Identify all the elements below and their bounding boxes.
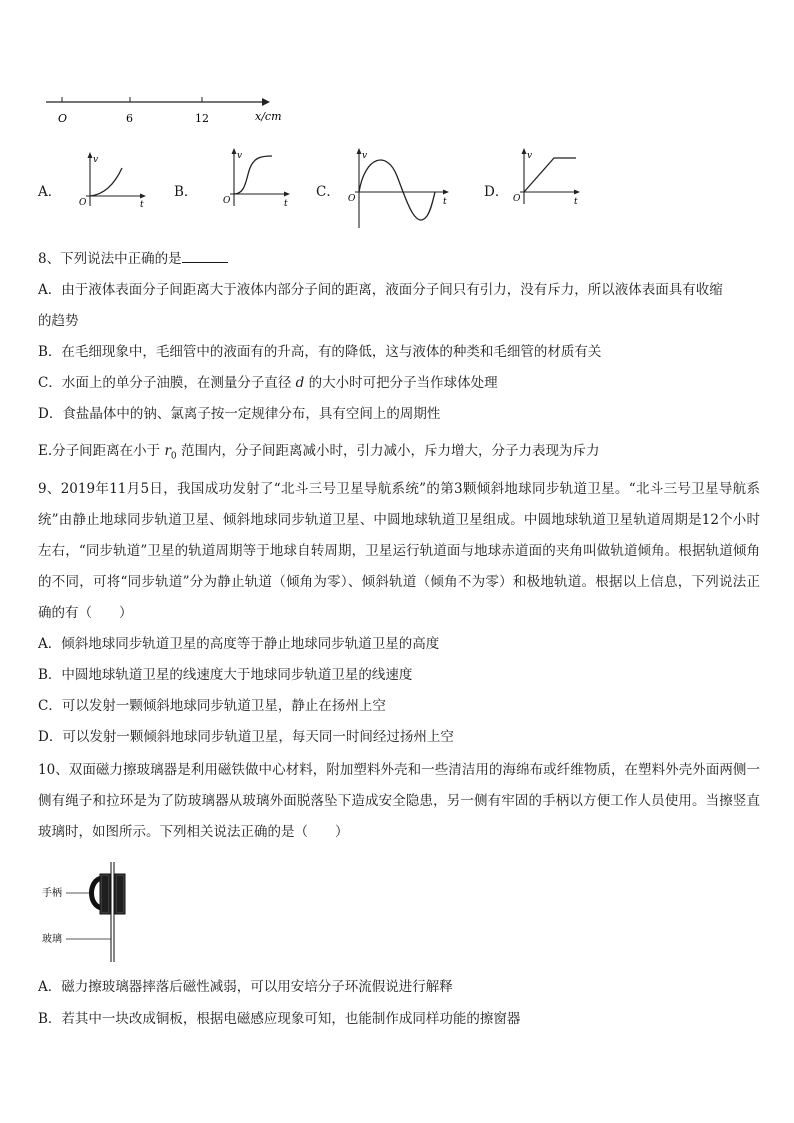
q7-option-c-label: C． [316,184,340,200]
q7-option-a-label: A． [38,184,62,200]
figure-handle-label: 手柄 [42,888,62,899]
q9-option-d: D．可以发射一颗倾斜地球同步轨道卫星，每天同一时间经过扬州上空 [38,729,454,745]
svg-text:v: v [93,155,99,165]
svg-text:O: O [513,194,521,204]
svg-text:v: v [527,151,533,161]
q8-option-b: B．在毛细现象中，毛细管中的液面有的升高，有的降低，这与液体的种类和毛细管的材质有关 [38,344,602,360]
axis-tick-12: 12 [195,112,209,125]
q8-option-e: E.分子间距离在小于 $r_0$ 范围内，分子间距离减小时，引力减小，斥力增大，分子力表现为斥力 [38,443,600,462]
figure-glass-label: 玻璃 [42,934,62,945]
svg-text:v: v [237,151,243,161]
svg-text:O: O [223,196,231,206]
q8-option-c: C．水面上的单分子油膜，在测量分子直径 d 的大小时可把分子当作球体处理 [38,375,498,391]
q8-option-a-cont: 的趋势 [38,313,79,329]
svg-text:t: t [443,197,447,207]
q8-stem: 8、下列说法中正确的是 [38,248,228,269]
axis-origin-label: O [58,112,68,125]
window-cleaner-figure [40,862,150,962]
axis-tick-6: 6 [126,112,133,125]
q7-option-b-label: B． [174,184,198,200]
svg-text:t: t [284,199,288,209]
svg-text:v: v [362,151,368,161]
q10-stem: 10、双面磁力擦玻璃器是利用磁铁做中心材料，附加塑料外壳和一些清洁用的海绵布或纤维物质，在塑料外壳外面两侧一侧有绳子和拉环是为了防玻璃器从玻璃外面脱落坠下造成安全隐患，另一侧有牢固的手柄以方便工作人员使用。当擦竖直玻璃时，如图所示。下列相关说法正确的是（ ） [38,762,760,840]
svg-text:t: t [140,200,144,210]
q9-option-a: A．倾斜地球同步轨道卫星的高度等于静止地球同步轨道卫星的高度 [38,636,440,652]
svg-text:t: t [574,197,578,207]
q7-graph-d [510,146,590,208]
q7-graph-b [220,146,300,210]
svg-text:O: O [79,198,87,208]
position-axis-figure [40,90,290,130]
q7-graph-c [345,146,455,230]
axis-unit-label: x/cm [255,110,282,123]
answer-blank [182,248,228,263]
svg-text:O: O [348,194,356,204]
q9-option-b: B．中圆地球轨道卫星的线速度大于地球同步轨道卫星的线速度 [38,667,413,683]
q8-option-a: A．由于液体表面分子间距离大于液体内部分子间的距离，液面分子间只有引力，没有斥力，所以液体表面具有收缩 [38,282,723,298]
q8-option-d: D．食盐晶体中的钠、氯离子按一定规律分布，具有空间上的周期性 [38,406,441,422]
q7-graph-a [76,150,156,210]
q10-option-b: B．若其中一块改成铜板，根据电磁感应现象可知，也能制作成同样功能的擦窗器 [38,1011,521,1027]
q9-stem: 9、2019年11月5日，我国成功发射了“北斗三号卫星导航系统”的第3颗倾斜地球同步轨道卫星。“北斗三号卫星导航系统”由静止地球同步轨道卫星、倾斜地球同步轨道卫星、中圆地球轨道卫星组成。中圆地球轨道卫星轨道周期是12个小时左右，“同步轨道”卫星的轨道周期等于地球自转周期，卫星运行轨道面与地球赤道面的夹角叫做轨道倾角。根据轨道倾角的不同，可将“同步轨道”分为静止轨道（倾角为零）、倾斜轨道（倾角不为零）和极地轨道。根据以上信息，下列说法正确的有（ ） [38,481,760,621]
q7-option-d-label: D． [484,184,509,200]
q10-option-a: A．磁力擦玻璃器摔落后磁性减弱，可以用安培分子环流假说进行解释 [38,979,453,995]
q9-option-c: C．可以发射一颗倾斜地球同步轨道卫星，静止在扬州上空 [38,698,386,714]
